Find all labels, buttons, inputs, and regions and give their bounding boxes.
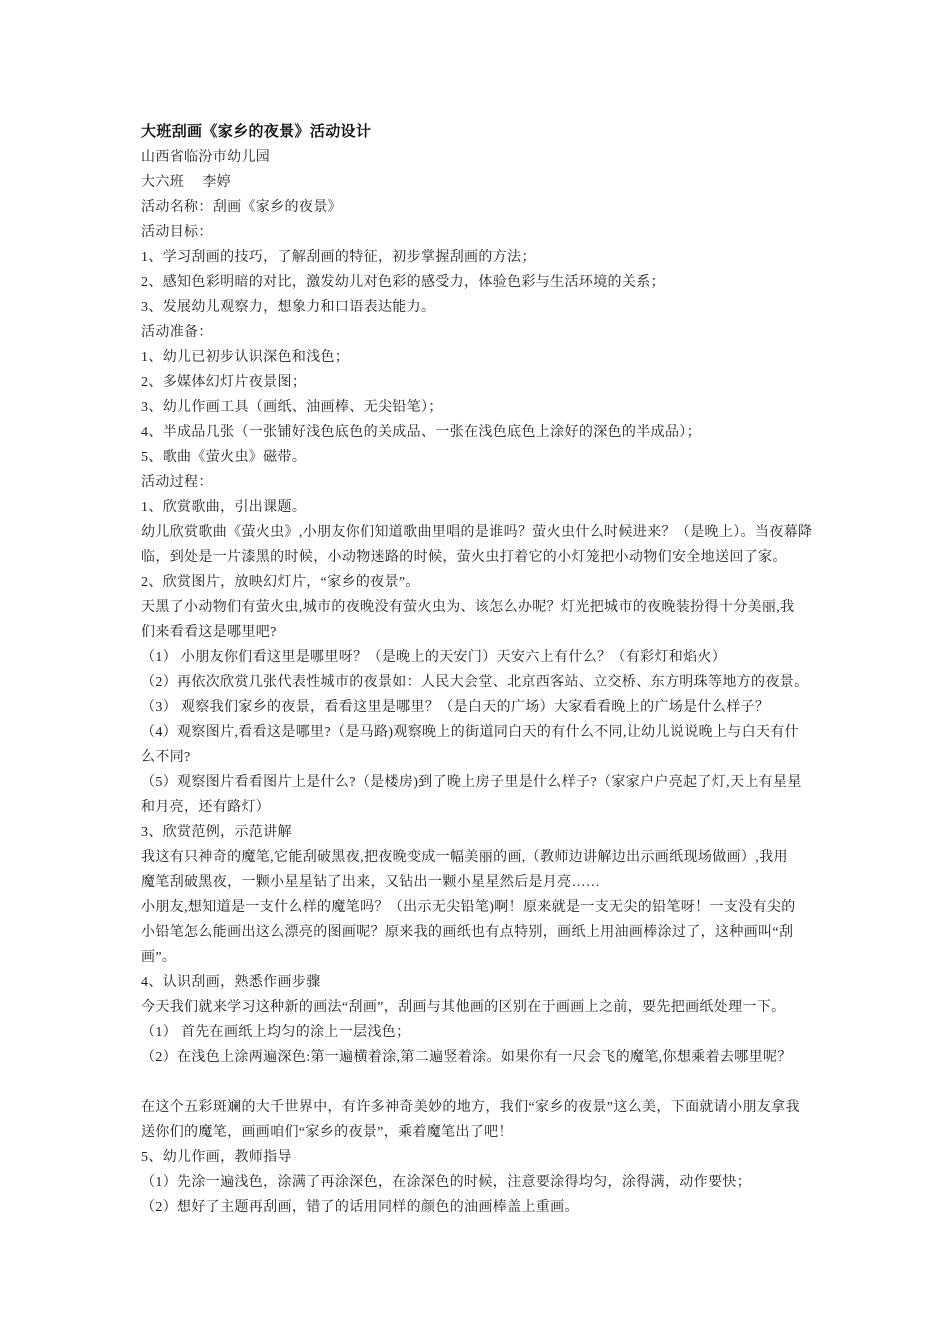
- text-line: 2、多媒体幻灯片夜景图；: [141, 375, 307, 390]
- text-line: 幼儿欣赏歌曲《萤火虫》,小朋友你们知道歌曲里唱的是谁吗？萤火虫什么时候进来？（是晚上）。当夜幕降: [141, 525, 813, 540]
- text-line: 天黑了小动物们有萤火虫,城市的夜晚没有萤火虫为、该怎么办呢？灯光把城市的夜晚装扮得十分美丽,我: [141, 600, 795, 615]
- text-line: 2、感知色彩明暗的对比，激发幼儿对色彩的感受力，体验色彩与生活环境的关系；: [141, 275, 665, 290]
- text-line: 画”。: [141, 950, 177, 965]
- text-line: 3、欣赏范例，示范讲解: [141, 825, 292, 840]
- document-title: 大班刮画《家乡的夜景》活动设计: [141, 124, 372, 140]
- text-line: 小铅笔怎么能画出这么漂亮的图画呢？原来我的画纸也有点特别，画纸上用油画棒涂过了，这种画叫“刮: [141, 925, 794, 940]
- text-line: 么不同?: [141, 750, 191, 765]
- text-line: 魔笔刮破黑夜，一颗小星星钻了出来，又钻出一颗小星星然后是月亮……: [141, 875, 601, 890]
- text-line: 活动目标：: [141, 225, 213, 240]
- text-line: 活动名称：刮画《家乡的夜景》: [141, 200, 342, 215]
- text-line: 1、幼儿已初步认识深色和浅色；: [141, 350, 350, 365]
- text-line: 5、幼儿作画，教师指导: [141, 1150, 292, 1165]
- text-line: 3、发展幼儿观察力，想象力和口语表达能力。: [141, 300, 436, 315]
- text-line: （2）想好了主题再刮画，错了的话用同样的颜色的油画棒盖上重画。: [141, 1200, 579, 1215]
- blank-line: [141, 1070, 841, 1095]
- text-line: 5、歌曲《萤火虫》磁带。: [141, 450, 307, 465]
- text-line: （1） 小朋友你们看这里是哪里呀？（是晚上的天安门）天安六上有什么？（有彩灯和焰火）: [141, 650, 727, 665]
- text-line: （3） 观察我们家乡的夜景，看看这里是哪里？（是白天的广场）大家看看晚上的广场是什么样子？: [141, 700, 770, 715]
- text-line: 活动过程：: [141, 475, 213, 490]
- text-line: 我这有只神奇的魔笔,它能刮破黑夜,把夜晚变成一幅美丽的画,（教师边讲解边出示画纸现场做画）,我用: [141, 850, 788, 865]
- text-line: 和月亮，还有路灯）: [141, 800, 271, 815]
- text-line: （4）观察图片,看看这是哪里?（是马路)观察晚上的街道同白天的有什么不同,让幼儿说说晚上与白天有什: [141, 725, 800, 740]
- text-line: 山西省临汾市幼儿园: [141, 150, 271, 165]
- text-line: 送你们的魔笔，画画咱们“家乡的夜景”，乘着魔笔出了吧！: [141, 1125, 513, 1140]
- text-line: 4、半成品几张（一张铺好浅色底色的关成品、一张在浅色底色上涂好的深色的半成品）；: [141, 425, 701, 440]
- document-body: [141, 120, 841, 1220]
- text-line: 临，到处是一片漆黑的时候，小动物迷路的时候，萤火虫打着它的小灯笼把小动物们安全地送回了家。: [141, 550, 787, 565]
- text-line: （2）再依次欣赏几张代表性城市的夜景如：人民大会堂、北京西客站、立交桥、东方明珠等地方的夜景。: [141, 675, 809, 690]
- text-line: 在这个五彩斑斓的大千世界中，有许多神奇美妙的地方，我们“家乡的夜景”这么美，下面就请小朋友拿我: [141, 1100, 800, 1115]
- text-line: 活动准备：: [141, 325, 213, 340]
- text-line: 2、欣赏图片，放映幻灯片，“家乡的夜景”。: [141, 575, 420, 590]
- text-line: 小朋友,想知道是一支什么样的魔笔吗？（出示无尖铅笔)啊！原来就是一支无尖的铅笔呀！一支没有尖的: [141, 900, 796, 915]
- text-line: 们来看看这是哪里吧?: [141, 625, 277, 640]
- text-line: （2）在浅色上涂两遍深色:第一遍横着涂,第二遍竖着涂。如果你有一尺会飞的魔笔,你想乘着去哪里呢？: [141, 1050, 792, 1065]
- text-line: 1、学习刮画的技巧，了解刮画的特征，初步掌握刮画的方法；: [141, 250, 536, 265]
- text-line: （5）观察图片看看图片上是什么?（是楼房)到了晚上房子里是什么样子?（家家户户亮起了灯,天上有星星: [141, 775, 802, 790]
- text-line: （1）先涂一遍浅色，涂满了再涂深色，在涂深色的时候，注意要涂得均匀，涂得满，动作要快；: [141, 1175, 752, 1190]
- text-line: 1、欣赏歌曲，引出课题。: [141, 500, 307, 515]
- text-line: （1） 首先在画纸上均匀的涂上一层浅色；: [141, 1025, 411, 1040]
- text-line: 4、认识刮画，熟悉作画步骤: [141, 975, 321, 990]
- text-line: 3、幼儿作画工具（画纸、油画棒、无尖铅笔）；: [141, 400, 443, 415]
- text-line: 今天我们就来学习这种新的画法“刮画”，刮画与其他画的区别在于画画上之前，要先把画纸处理一下。: [141, 1000, 786, 1015]
- text-line: 大六班 李婷: [141, 175, 231, 190]
